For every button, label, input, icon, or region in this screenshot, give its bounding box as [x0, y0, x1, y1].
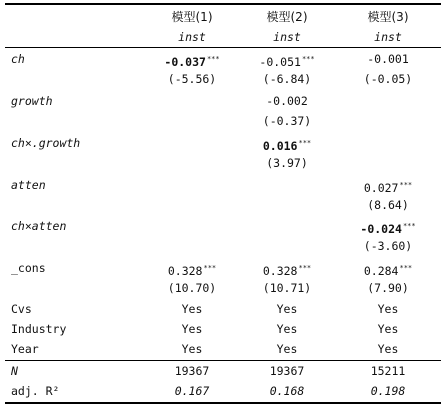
table-row: [0, 133, 445, 153]
table-cell: 0.328***: [262, 264, 312, 278]
header-depvar-2: inst: [273, 30, 301, 44]
table-cell: (-6.84): [262, 72, 312, 86]
table-row: [0, 195, 445, 215]
row-label: Cvs: [11, 302, 32, 316]
table-cell: 0.168: [269, 384, 305, 398]
table-cell: (10.71): [262, 281, 312, 295]
table-cell: -0.024***: [360, 222, 416, 236]
table-cell: Yes: [377, 322, 399, 336]
table-cell: (7.90): [367, 281, 409, 295]
row-label: ch×.growth: [11, 136, 81, 150]
row-label: N: [11, 364, 18, 378]
row-label: Industry: [11, 322, 67, 336]
header-depvar-row: [0, 27, 445, 47]
table-row: [0, 175, 445, 195]
header-rule: [5, 47, 441, 48]
table-row: [0, 153, 445, 173]
table-cell: 0.328***: [167, 264, 217, 278]
header-depvar-1: inst: [178, 30, 206, 44]
table-cell: Yes: [181, 322, 203, 336]
table-cell: -0.001: [367, 52, 409, 66]
table-cell: -0.037***: [164, 55, 220, 69]
table-cell: Yes: [276, 342, 298, 356]
table-row: [0, 278, 445, 298]
row-label: Year: [11, 342, 39, 356]
table-cell: -0.002: [266, 94, 308, 108]
table-cell: Yes: [377, 302, 399, 316]
table-cell: (-0.05): [363, 72, 413, 86]
table-cell: -0.051***: [259, 55, 315, 69]
table-cell: (-5.56): [167, 72, 217, 86]
table-row: [0, 91, 445, 111]
table-cell: 0.167: [174, 384, 210, 398]
header-model-1: 模型(1): [171, 10, 213, 24]
bottom-rule: [5, 402, 441, 404]
table-row: [0, 49, 445, 69]
row-label: atten: [11, 178, 46, 192]
table-cell: 0.284***: [363, 264, 413, 278]
table-cell: 15211: [370, 364, 406, 378]
table-cell: 0.198: [370, 384, 406, 398]
table-row: [0, 236, 445, 256]
table-cell: (-0.37): [262, 114, 312, 128]
table-cell: 0.016***: [262, 139, 312, 153]
table-cell: Yes: [181, 302, 203, 316]
header-model-3: 模型(3): [367, 10, 409, 24]
table-row: [0, 69, 445, 89]
row-label: adj. R²: [11, 384, 60, 398]
table-row: [0, 381, 445, 401]
top-rule: [5, 3, 441, 5]
table-cell: Yes: [276, 302, 298, 316]
table-cell: 0.027***: [363, 181, 413, 195]
table-row: [0, 299, 445, 319]
table-cell: (8.64): [367, 198, 409, 212]
header-model-2: 模型(2): [266, 10, 308, 24]
row-label: growth: [11, 94, 53, 108]
table-row: [0, 258, 445, 278]
table-cell: (-3.60): [363, 239, 413, 253]
row-label: ch×atten: [11, 219, 67, 233]
table-cell: 19367: [269, 364, 305, 378]
table-row: [0, 361, 445, 381]
table-row: [0, 216, 445, 236]
row-label: _cons: [11, 261, 46, 275]
table-cell: Yes: [181, 342, 203, 356]
header-models-row: [0, 7, 445, 27]
table-row: [0, 319, 445, 339]
table-cell: Yes: [276, 322, 298, 336]
table-cell: (3.97): [266, 156, 308, 170]
header-depvar-3: inst: [374, 30, 402, 44]
row-label: ch: [11, 52, 25, 66]
table-cell: 19367: [174, 364, 210, 378]
table-row: [0, 111, 445, 131]
table-cell: (10.70): [167, 281, 217, 295]
table-row: [0, 339, 445, 359]
table-cell: Yes: [377, 342, 399, 356]
